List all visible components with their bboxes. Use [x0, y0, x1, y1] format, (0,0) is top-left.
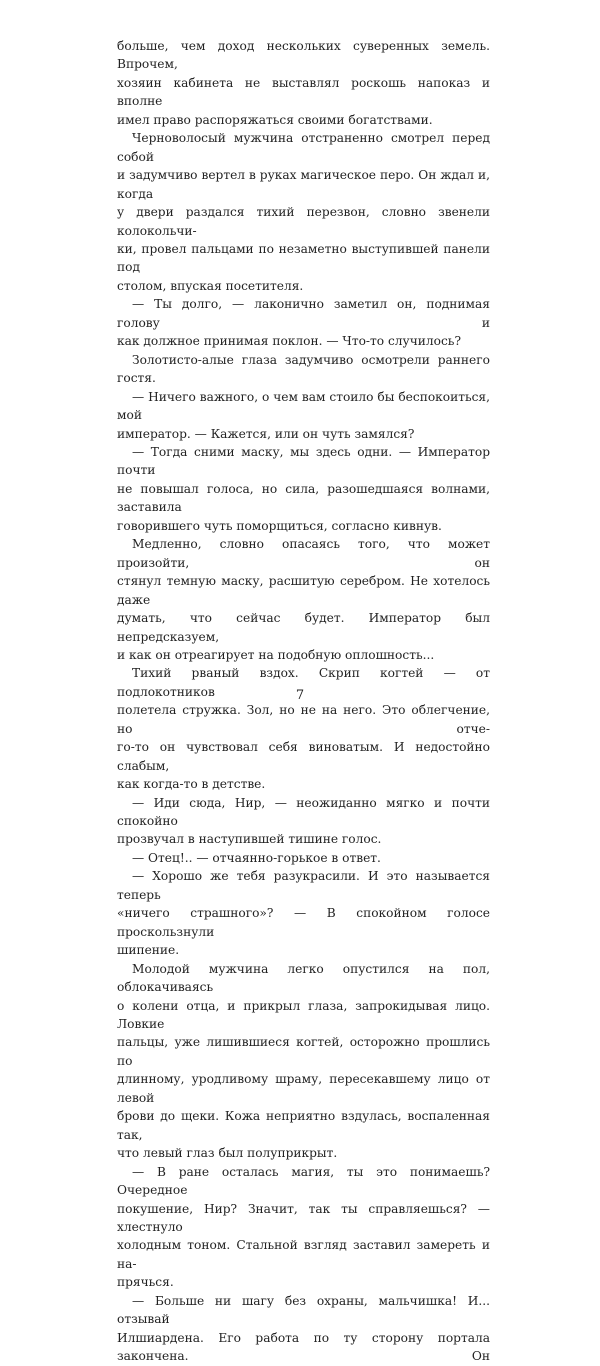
text-line: Черноволосый мужчина отстраненно смотрел перед собой	[117, 131, 490, 164]
text-line: у двери раздался тихий перезвон, словно звенели колокольчи-	[117, 205, 490, 238]
text-line: — Больше ни шагу без охраны, мальчишка! И... отзывай	[117, 1293, 490, 1327]
text-line: — Хорошо же тебя разукрасили. И это называется теперь	[117, 869, 490, 902]
text-line: ки, провел пальцами по незаметно выступившей панели под	[117, 241, 490, 275]
text-line: больше, чем доход нескольких суверенных земель. Впрочем,	[117, 39, 490, 72]
text-line: стянул темную маску, расшитую серебром. Не хотелось даже	[117, 574, 490, 607]
text-line: — Ничего важного, о чем вам стоило бы беспокоиться, мой	[117, 389, 490, 423]
text-line: покушение, Нир? Значит, так ты справляешься? — хлестнуло	[117, 1201, 490, 1234]
text-line: столом, впуская посетителя.	[117, 278, 304, 293]
text-line: — В ране осталась магия, ты это понимаешь? Очередное	[117, 1164, 490, 1198]
page-number: 7	[295, 688, 305, 703]
text-line: Медленно, словно опасаясь того, что может произойти, он	[117, 537, 490, 570]
text-line: — Иди сюда, Нир, — неожиданно мягко и почти спокойно	[117, 795, 490, 829]
text-line: го-то он чувствовал себя виноватым. И недостойно слабым,	[117, 740, 490, 773]
text-line: шипение.	[117, 943, 180, 958]
text-line: Илшиардена. Его работа по ту сторону портала закончена. Он	[117, 1330, 490, 1364]
text-line: длинному, уродливому шраму, пересекавшему лицо от левой	[117, 1072, 490, 1105]
text-line: Золотисто-алые глаза задумчиво осмотрели раннего гостя.	[117, 352, 490, 386]
text-line: холодным тоном. Стальной взгляд заставил замереть и на-	[117, 1238, 490, 1271]
text-line: как должное принимая поклон. — Что-то случилось?	[117, 334, 461, 349]
text-line: пальцы, уже лишившиеся когтей, осторожно прошлись по	[117, 1035, 490, 1068]
text-line: — Тогда сними маску, мы здесь одни. — Император почти	[117, 444, 490, 478]
text-line: прозвучал в наступившей тишине голос.	[117, 832, 382, 847]
text-line: о колени отца, и прикрыл глаза, запрокидывая лицо. Ловкие	[117, 998, 490, 1032]
text-line: и как он отреагирует на подобную оплошность...	[117, 647, 435, 662]
text-line: — Отец!.. — отчаянно-горькое в ответ.	[132, 850, 381, 865]
text-line: думать, что сейчас будет. Император был непредсказуем,	[117, 611, 490, 644]
text-line: хозяин кабинета не выставлял роскошь напоказ и вполне	[117, 75, 490, 109]
text-line: и задумчиво вертел в руках магическое перо. Он ждал и, когда	[117, 168, 490, 201]
text-line: Тихий рваный вздох. Скрип когтей — от подлокотников	[117, 666, 490, 699]
text-line: прячься.	[117, 1275, 174, 1290]
text-line: император. — Кажется, или он чуть замялся?	[117, 426, 415, 441]
text-line: — Ты долго, — лаконично заметил он, поднимая голову и	[117, 297, 490, 330]
text-line: что левый глаз был полуприкрыт.	[117, 1146, 338, 1161]
text-line: как когда-то в детстве.	[117, 777, 266, 792]
text-line: имел право распоряжаться своими богатствами.	[117, 112, 433, 127]
text-line: не повышал голоса, но сила, разошедшаяся волнами, заставила	[117, 481, 490, 515]
text-line: «ничего страшного»? — В спокойном голосе проскользнули	[117, 906, 490, 939]
text-line: брови до щеки. Кожа неприятно вздулась, воспаленная так,	[117, 1109, 490, 1142]
text-line: Молодой мужчина легко опустился на пол, облокачиваясь	[117, 961, 490, 995]
text-line: говорившего чуть поморщиться, согласно кивнув.	[117, 518, 442, 533]
text-line: полетела стружка. Зол, но не на него. Это облегчение, но отче-	[117, 703, 490, 736]
